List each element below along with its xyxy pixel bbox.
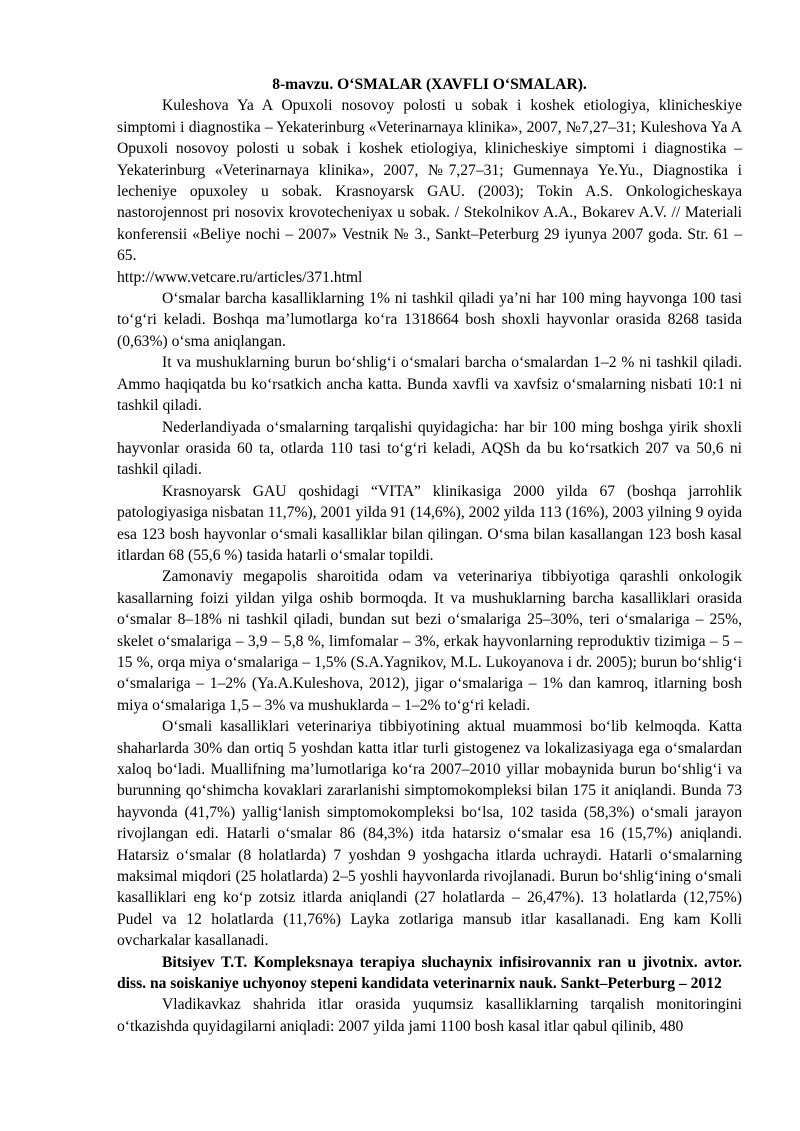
bold-reference-paragraph: Bitsiyev T.T. Kompleksnaya terapiya sluchaynix infisirovannix ran u jivotnix. avtor. diss. na soiskaniye uchyonoy stepeni kandidata veterinarnix nauk. Sankt–Peterburg – 2012 — [117, 953, 742, 993]
last-paragraph: Vladikavkaz shahrida itlar orasida yuqumsiz kasalliklarning tarqalish monitoringini o‘tkazishda quyidagilarni aniqladi: 2007 yilda jami 1100 bosh kasal itlar qabul qilinib, 480 — [117, 996, 742, 1035]
body-paragraph-4: Krasnoyarsk GAU qoshidagi “VITA” klinikasiga 2000 yilda 67 (boshqa jarrohlik patologiyasiga nisbatan 11,7%), 2001 yilda 91 (14,6%), 2002 yilda 113 (16%), 2003 yilning 9 oyida esa 123 bosh hayvonlar o‘smali kasalliklar bilan qilingan. O‘sma bilan kasallangan 123 bosh kasal itlardan 68 (55,6 %) tasida hatarli o‘smalar topildi. — [117, 482, 742, 564]
body-paragraph-6: O‘smali kasalliklari veterinariya tibbiyotining aktual muammosi bo‘lib kelmoqda. Katta shaharlarda 30% dan ortiq 5 yoshdan katta itlar turli gistogenez va lokalizasiyaga ega o‘smalardan xaloq bo‘ladi. Muallifning ma’lumotlariga ko‘ra 2007–2010 yillar mobaynida burun bo‘shlig‘i va burunning qo‘shimcha kovaklari zararlanishi simptomokompleksi bilan 175 it aniqlandi. Bunda 73 hayvonda (41,7%) yallig‘lanish simptomokompleksi bo‘lsa, 102 tasida (58,3%) o‘smali jarayon rivojlangan edi. Hatarli o‘smalar 86 (84,3%) itda hatarsiz o‘smalar esa 16 (15,7%) aniqlandi. Hatarsiz o‘smalar (8 holatlarda) 7 yoshdan 9 yoshgacha itlarda uchraydi. Hatarli o‘smalarning maksimal miqdori (25 holatlarda) 2–5 yoshli hayvonlarda rivojlanadi. Burun bo‘shlig‘ining o‘smali kasalliklari eng ko‘p zotsiz itlarda aniqlandi (27 holatlarda – 26,47%). 13 holatlarda (12,75%) Pudel va 12 holatlarda (11,76%) Layka zotlariga mansub itlar kasallanadi. Eng kam Kolli ovcharkalar kasallanadi. — [117, 718, 742, 950]
body-paragraph-2: It va mushuklarning burun bo‘shlig‘i o‘smalari barcha o‘smalardan 1–2 % ni tashkil qiladi. Ammo haqiqatda bu ko‘rsatkich ancha katta. Bunda xavfli va xavfsiz o‘smalarning nisbati 10:1 ni tashkil qiladi. — [117, 354, 742, 415]
body-paragraph-3: Nederlandiyada o‘smalarning tarqalishi quyidagicha: har bir 100 ming boshga yirik shoxli hayvonlar orasida 60 ta, otlarda 110 tasi to‘g‘ri keladi, AQSh da bu ko‘rsatkich 207 va 50,6 ni tashkil qiladi. — [117, 418, 742, 479]
body-paragraph-1: O‘smalar barcha kasalliklarning 1% ni tashkil qiladi ya’ni har 100 ming hayvonga 100 tasi to‘g‘ri keladi. Boshqa ma’lumotlarga ko‘ra 1318664 bosh shoxli hayvonlar orasida 8268 tasida (0,63%) o‘sma aniqlangan. — [117, 290, 742, 350]
references-text: Kuleshova Ya A Opuxoli nosovoy polosti u sobak i koshek etiologiya, klinicheskiye simptomi i diagnostika – Yekaterinburg «Veterinarnaya klinika», 2007, №7,27–31; Kuleshova Ya A Opuxoli nosovoy polosti u sobak i koshek etiologiya, klinicheskiye simptomi i diagnostika – Yekaterinburg «Veterinarnaya klinika», 2007, №7,27–31; Gumennaya Ye.Yu., Diagnostika i lecheniye opuxoley u sobak. Krasnoyarsk GAU. (2003); Tokin A.S. Onkologicheskaya nastorojennost pri nosovix krovotecheniyax u sobak. / Stekolnikov A.A., Bokarev A.V. // Materiali konferensii «Beliye nochi – 2007» Vestnik № 3., Sankt–Peterburg 29 iyunya 2007 goda. Str. 61 – 65. — [117, 97, 742, 265]
references-paragraph — [117, 95, 742, 288]
body-paragraph-5: Zamonaviy megapolis sharoitida odam va veterinariya tibbiyotiga qarashli onkologik kasallarning foizi yildan yilga oshib bormoqda. It va mushuklarning barcha kasalliklari orasida o‘smalar 8–18% ni tashkil qiladi, bundan sut bezi o‘smalariga 25–30%, teri o‘smalariga – 25%, skelet o‘smalariga – 3,9 – 5,8 %, limfomalar – 3%, erkak hayvonlarning reproduktiv tizimiga – 5 – 15 %, orqa miya o‘smalariga – 1,5% (S.A.Yagnikov, M.L. Lukoyanova i dr. 2005); burun bo‘shlig‘i o‘smalariga – 1–2% (Ya.A.Kuleshova, 2012), jigar o‘smalariga – 1% dan kamroq, itlarning bosh miya o‘smalariga 1,5 – 3% va mushuklarda – 1–2% to‘g‘ri keladi. — [117, 568, 742, 714]
document-page — [117, 74, 742, 1037]
references-url: http://www.vetcare.ru/articles/371.html — [117, 268, 363, 286]
page-title: 8-mavzu. O‘SMALAR (XAVFLI O‘SMALAR). — [272, 76, 587, 93]
